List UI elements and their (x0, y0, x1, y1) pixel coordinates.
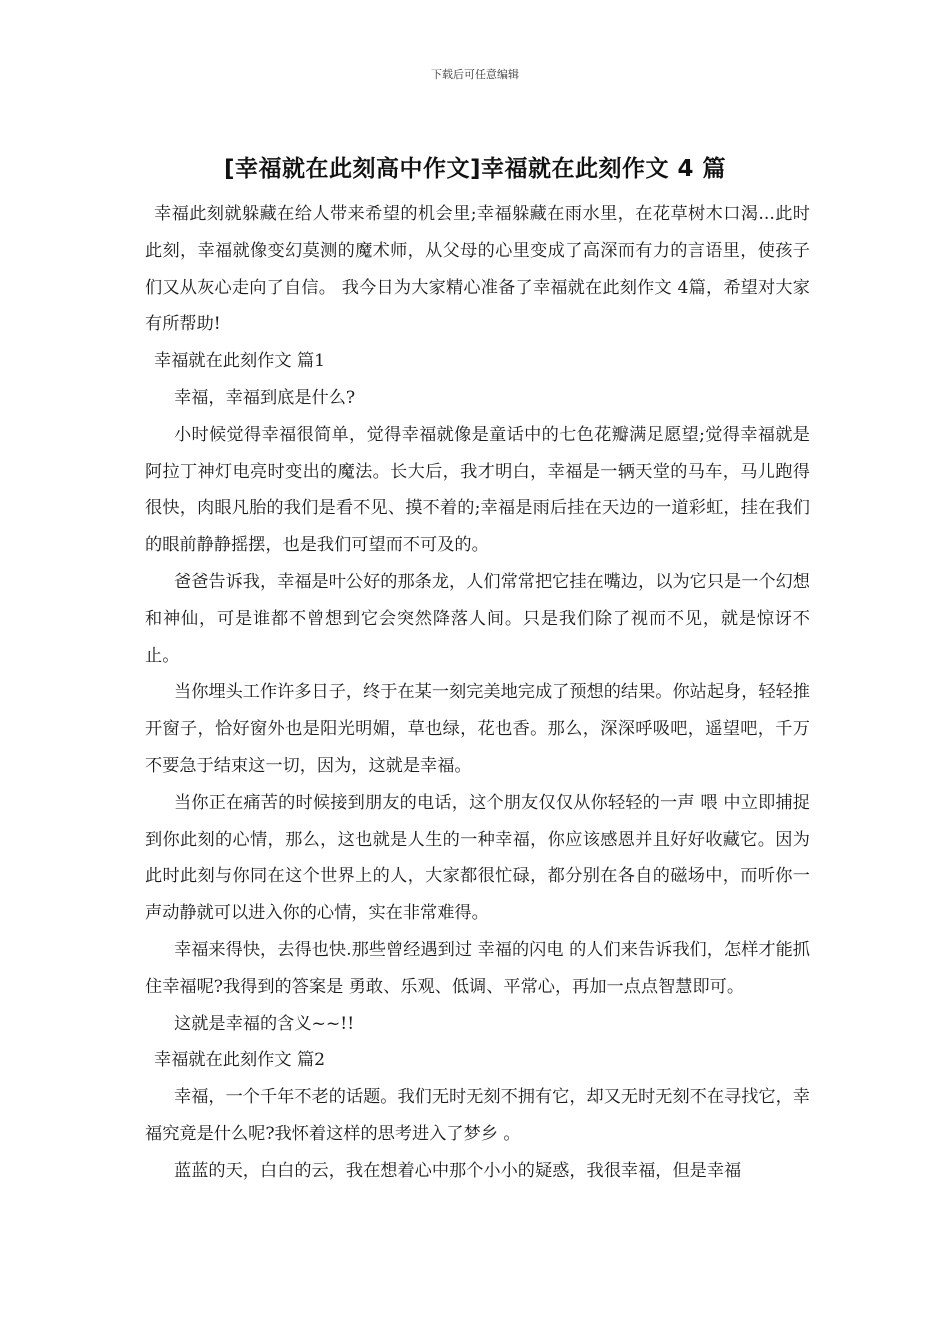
paragraph: 幸福，一个千年不老的话题。我们无时无刻不拥有它，却又无时无刻不在寻找它，幸福究竟是什么呢?我怀着这样的思考进入了梦乡 。 (145, 1087, 810, 1144)
document-title: [幸福就在此刻高中作文]幸福就在此刻作文 4 篇 (223, 156, 727, 182)
paragraph: 爸爸告诉我，幸福是叶公好的那条龙，人们常常把它挂在嘴边，以为它只是一个幻想和神仙，可是谁都不曾想到它会突然降落人间。只是我们除了视而不见，就是惊讶不止。 (145, 571, 810, 666)
section-heading-2: 幸福就在此刻作文 篇2 (154, 1050, 326, 1071)
section-heading-1: 幸福就在此刻作文 篇1 (154, 351, 326, 372)
paragraph: 蓝蓝的天，白白的云，我在想着心中那个小小的疑惑，我很幸福，但是幸福 (174, 1160, 742, 1181)
paragraph: 这就是幸福的含义~~!! (174, 1013, 355, 1034)
intro-paragraph: 幸福此刻就躲藏在给人带来希望的机会里;幸福躲藏在雨水里，在花草树木口渴...此时此刻，幸福就像变幻莫测的魔术师，从父母的心里变成了高深而有力的言语里，使孩子们又从灰心走向了自信。 我今日为大家精心准备了幸福就在此刻作文 4篇，希望对大家有所帮助! (145, 204, 810, 335)
paragraph: 小时候觉得幸福很简单，觉得幸福就像是童话中的七色花瓣满足愿望;觉得幸福就是阿拉丁神灯电亮时变出的魔法。长大后，我才明白，幸福是一辆天堂的马车，马儿跑得很快，肉眼凡胎的我们是看不见、摸不着的;幸福是雨后挂在天边的一道彩虹，挂在我们的眼前静静摇摆，也是我们可望而不可及的。 (145, 424, 810, 556)
paragraph: 幸福，幸福到底是什么? (174, 387, 356, 408)
paragraph: 当你正在痛苦的时候接到朋友的电话，这个朋友仅仅从你轻轻的一声 喂 中立即捕捉到你此刻的心情，那么，这也就是人生的一种幸福，你应该感恩并且好好收藏它。因为此时此刻与你同在这个世界上的人，大家都很忙碌，都分别在各自的磁场中，而听你一声动静就可以进入你的心情，实在非常难得。 (145, 792, 810, 924)
document-body (145, 196, 810, 1190)
header-note: 下载后可任意编辑 (431, 68, 519, 81)
paragraph: 幸福来得快，去得也快.那些曾经遇到过 幸福的闪电 的人们来告诉我们，怎样才能抓住幸福呢?我得到的答案是 勇敢、乐观、低调、平常心，再加一点点智慧即可。 (145, 939, 810, 997)
paragraph: 当你埋头工作许多日子，终于在某一刻完美地完成了预想的结果。你站起身，轻轻推开窗子，恰好窗外也是阳光明媚，草也绿，花也香。那么，深深呼吸吧，遥望吧，千万不要急于结束这一切，因为，这就是幸福。 (145, 682, 810, 776)
